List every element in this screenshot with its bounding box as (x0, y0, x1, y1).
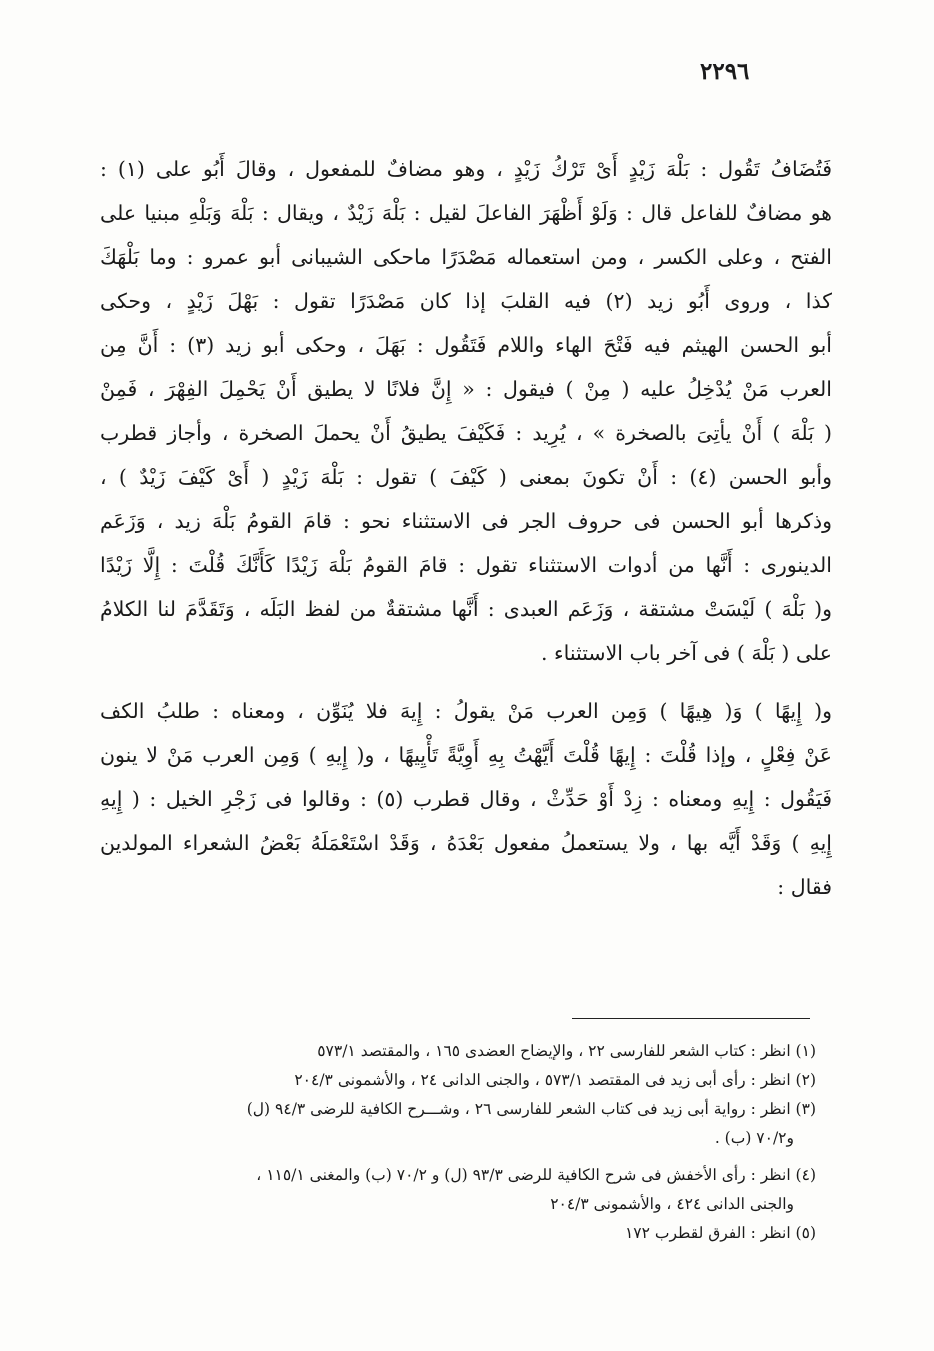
paragraph-gap (100, 675, 832, 689)
text-line: الفتح ، وعلى الكسر ، ومن استعماله مَصْدَرًا ماحكى الشيبانى أبو عمرو : وما بَلْهَكَ (100, 245, 832, 269)
text-line: و( بَلْهَ ) لَيْسَتْ مشتقة ، وَزَعَم العبدى : أَنَّها مشتقةٌ من لفظ البَلَه ، وَتَقَدَّمَ لنا الكلامُ (100, 597, 832, 621)
footnotes (110, 1037, 816, 1248)
page-number: ٢٢٩٦ (700, 58, 750, 85)
footnote-5: (٥) انظر : الفرق لقطرب ١٧٢ (624, 1224, 816, 1242)
text-line: العرب مَنْ يُدْخِلُ عليه ( مِنْ ) فيقول : « إِنَّ فلانًا لا يطيق أَنْ يَحْمِلَ الفِهْرَ ، فَمِنْ (100, 377, 832, 401)
text-line: أبو الحسن الهيثم فيه فَتْحَ الهاء واللام فَتَقُول : بَهَلَ ، وحكى أبو زيد (٣) : أَنَّ مِن (100, 333, 832, 357)
text-line: هو مضافٌ للفاعل قال : وَلَوْ أَظْهَرَ الفاعلَ لقيل : بَلْهَ زَيْدٌ ، ويقال : بَلْهَ وَبَلْهِ مبنيا على (100, 201, 832, 225)
text-line: كذا ، وروى أَبُو زيد (٢) فيه القلبَ إذا كان مَصْدَرًا تقول : بَهْلَ زَيْدٍ ، وحكى (100, 289, 832, 313)
text-line: إِيهِ ) وَقَدْ أَيَّه بها ، ولا يستعملُ مفعول بَعْدَهُ ، وَقَدْ اسْتَعْمَلَهُ بَعْضُ الشعراء المولدين (100, 831, 832, 855)
text-line: وذكرها أبو الحسن فى حروف الجر فى الاستثناء نحو : قامَ القومُ بَلْهَ زيد ، وَزَعَم (100, 509, 832, 533)
paragraph-1 (100, 147, 832, 675)
text-line: ( بَلْهَ ) أَنْ يأتِىَ بالصخرة » ، يُرِيد : فَكَيْفَ يطيقُ أَنْ يحملَ الصخرة ، وأجاز قطرب (100, 421, 832, 445)
text-line: على ( بَلْهَ ) فى آخر باب الاستثناء . (540, 641, 832, 665)
text-line: و( إِيهًا ) وَ( هِيهًا ) وَمِن العرب مَنْ يقولُ : إِيهَ فلا يُنَوِّن ، ومعناه : طلبُ الكف (100, 699, 832, 723)
footnote-3-continued: و٧٠/٢ (ب) . (714, 1129, 794, 1147)
main-text (100, 147, 832, 909)
footnote-1: (١) انظر : كتاب الشعر للفارسى ٢٢ ، والإيضاح العضدى ١٦٥ ، والمقتصد ٥٧٣/١ (317, 1042, 816, 1060)
footnote-3: (٣) انظر : رواية أبى زيد فى كتاب الشعر للفارسى ٢٦ ، وشـــرح الكافية للرضى ٩٤/٣ (ل) (246, 1100, 816, 1118)
footnote-2: (٢) انظر : رأى أبى زيد فى المقتصد ٥٧٣/١ ، والجنى الدانى ٢٤ ، والأشمونى ٢٠٤/٣ (294, 1071, 816, 1089)
footnote-gap (110, 1153, 816, 1161)
text-line: فَتُضَافُ تَقُول : بَلْهَ زَيْدٍ أَىْ تَرْكُ زَيْدٍ ، وهو مضافٌ للمفعول ، وقالَ أَبُو على (١) : (100, 157, 832, 181)
footnote-4: (٤) انظر : رأى الأخفش فى شرح الكافية للرضى ٩٣/٣ (ل) و ٧٠/٢ (ب) والمغنى ١١٥/١ ، (256, 1166, 816, 1184)
text-line: الدينورى : أَنَّها من أدوات الاستثناء تقول : قامَ القومُ بَلْهَ زَيْدًا كَأَنَّكَ قُلْتَ : إِلَّا زَيْدًا (100, 553, 832, 577)
text-line: فَيَقُول : إِيهِ ومعناه : زِدْ أَوْ حَدِّثْ ، وقال قطرب (٥) : وقالوا فى زَجْرِ الخيل : ( إِيهِ (100, 787, 832, 811)
text-line: وأبو الحسن (٤) : أَنْ تكونَ بمعنى ( كَيْفَ ) تقول : بَلْهَ زَيْدٍ ( أَىْ كَيْفَ زَيْدٌ ) ، (100, 465, 832, 489)
paragraph-2 (100, 689, 832, 909)
text-line: فقال : (777, 875, 832, 899)
footnote-4-continued: والجنى الدانى ٤٢٤ ، والأشمونى ٢٠٤/٣ (550, 1195, 794, 1213)
footnote-divider (572, 1018, 810, 1019)
text-line: عَنْ فِعْلٍ ، وإذا قُلْتَ : إِيهًا قُلْتَ أَيَّهْتُ بِهِ أَوِيَّةً تَأْيِيهًا ، و( إِيهِ ) وَمِن العرب مَنْ لا ينون (100, 743, 832, 767)
